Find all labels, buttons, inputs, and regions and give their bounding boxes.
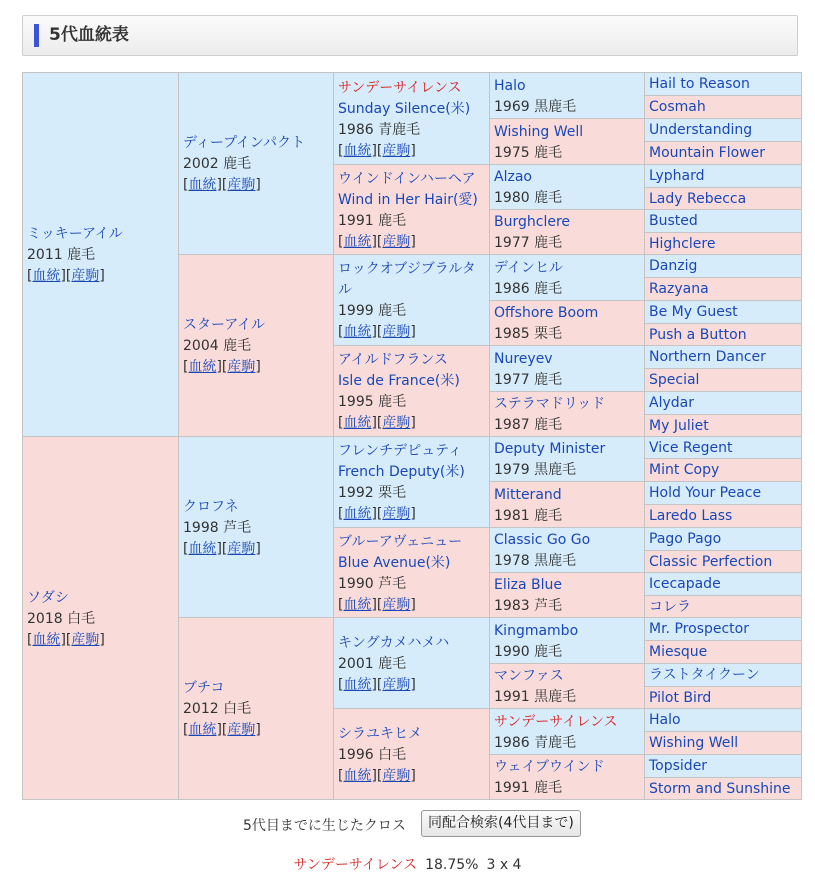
stallion-link[interactable]: 産駒 <box>71 631 100 648</box>
horse-links: [血統][産駒] <box>338 142 416 159</box>
horse-links: [血統][産駒] <box>27 631 105 648</box>
horse-birth-info: 1983 芦毛 <box>494 598 563 614</box>
pedigree-link[interactable]: 血統 <box>343 233 372 250</box>
pedigree-link[interactable]: 血統 <box>188 177 217 193</box>
horse-name[interactable]: Eliza Blue <box>494 577 562 593</box>
horse-cell <box>490 482 645 528</box>
horse-cell <box>179 437 334 618</box>
horse-name[interactable]: Alzao <box>494 169 532 185</box>
horse-birth-info: 1998 芦毛 <box>183 519 252 536</box>
stallion-link[interactable]: 産駒 <box>382 324 411 340</box>
horse-birth-info: 1995 鹿毛 <box>338 394 407 410</box>
horse-name[interactable]: サンデーサイレンス <box>338 79 462 96</box>
horse-name[interactable]: Pago Pago <box>649 531 722 547</box>
horse-birth-info: 2018 白毛 <box>27 610 96 627</box>
pedigree-link[interactable]: 血統 <box>343 767 372 784</box>
stallion-link[interactable]: 産駒 <box>227 540 256 557</box>
horse-name[interactable]: Razyana <box>649 281 709 297</box>
horse-name[interactable]: Vice Regent <box>649 439 733 456</box>
horse-birth-info: 1987 鹿毛 <box>494 417 563 433</box>
horse-name[interactable]: ロックオブジブラルタル <box>338 261 476 298</box>
horse-cell <box>645 596 802 618</box>
horse-cell <box>645 755 802 778</box>
stallion-link[interactable]: 産駒 <box>382 596 411 613</box>
horse-links: [血統][産駒] <box>27 268 105 284</box>
horse-links: [血統][産駒] <box>183 722 261 738</box>
horse-cell <box>23 73 179 437</box>
horse-name[interactable]: Icecapade <box>649 576 721 592</box>
horse-name[interactable]: Miesque <box>649 644 708 660</box>
pedigree-link[interactable]: 血統 <box>343 415 372 431</box>
horse-name[interactable]: Halo <box>494 77 526 94</box>
cross-horse-name[interactable]: サンデーサイレンス <box>293 857 418 873</box>
horse-birth-info: 1990 鹿毛 <box>494 643 563 660</box>
horse-cell <box>645 392 802 415</box>
horse-name[interactable]: Laredo Lass <box>649 508 733 524</box>
stallion-link[interactable]: 産駒 <box>227 177 256 193</box>
horse-birth-info: 1986 鹿毛 <box>494 280 563 297</box>
cross-percent: 18.75% <box>425 857 479 873</box>
horse-links: [血統][産駒] <box>338 415 416 431</box>
cross-item <box>0 854 815 874</box>
horse-cell <box>334 73 490 165</box>
horse-name[interactable]: コレラ <box>649 598 691 615</box>
horse-cell <box>645 459 802 482</box>
horse-links: [血統][産駒] <box>338 676 416 693</box>
horse-name[interactable]: Be My Guest <box>649 304 738 320</box>
pedigree-link[interactable]: 血統 <box>188 722 217 738</box>
horse-name[interactable]: Pilot Bird <box>649 689 712 706</box>
horse-english-name[interactable]: Blue Avenue(米) <box>338 554 451 571</box>
horse-cell <box>490 618 645 664</box>
horse-links: [血統][産駒] <box>338 324 416 340</box>
horse-links: [血統][産駒] <box>338 233 416 250</box>
horse-birth-info: 1977 鹿毛 <box>494 371 563 388</box>
horse-name[interactable]: ウェイブウインド <box>494 759 605 775</box>
horse-name[interactable]: My Juliet <box>649 417 709 434</box>
horse-name[interactable]: デインヒル <box>494 259 564 276</box>
horse-name[interactable]: マンファス <box>494 668 564 684</box>
pedigree-table <box>22 72 802 800</box>
horse-cell <box>490 709 645 755</box>
horse-cell <box>645 528 802 551</box>
page-title: 5代血統表 <box>49 25 129 45</box>
horse-name[interactable]: キングカメハメハ <box>338 634 450 651</box>
horse-birth-info: 1990 芦毛 <box>338 575 407 592</box>
stallion-link[interactable]: 産駒 <box>382 142 411 159</box>
horse-cell <box>334 255 490 346</box>
horse-name[interactable]: Wishing Well <box>494 123 584 140</box>
stallion-link[interactable]: 産駒 <box>382 506 411 522</box>
horse-cell <box>179 618 334 800</box>
horse-cell <box>490 255 645 301</box>
horse-name[interactable]: Mint Copy <box>649 462 720 478</box>
horse-cell <box>645 165 802 188</box>
horse-cell <box>645 119 802 142</box>
horse-name[interactable]: Busted <box>649 213 698 229</box>
horse-cell <box>334 437 490 528</box>
horse-name[interactable]: Classic Perfection <box>649 553 773 570</box>
horse-cell <box>490 392 645 437</box>
horse-cell <box>645 301 802 324</box>
horse-name[interactable]: Burghclere <box>494 214 571 230</box>
horse-cell <box>645 142 802 165</box>
horse-birth-info: 1969 黒鹿毛 <box>494 98 577 115</box>
horse-links: [血統][産駒] <box>183 540 261 557</box>
horse-name[interactable]: ブチコ <box>183 680 225 696</box>
horse-cell <box>179 255 334 437</box>
horse-name[interactable]: Northern Dancer <box>649 349 766 365</box>
horse-birth-info: 1991 鹿毛 <box>494 780 563 796</box>
horse-cell <box>23 437 179 800</box>
horse-cell <box>645 618 802 641</box>
horse-cell <box>645 732 802 755</box>
horse-links: [血統][産駒] <box>338 767 416 784</box>
horse-name[interactable]: Deputy Minister <box>494 441 606 457</box>
horse-english-name[interactable]: Sunday Silence(米) <box>338 100 471 117</box>
horse-name[interactable]: Highclere <box>649 235 716 252</box>
horse-name[interactable]: Offshore Boom <box>494 305 599 321</box>
horse-name[interactable]: ブルーアヴェニュー <box>338 533 463 550</box>
horse-name[interactable]: Mitterand <box>494 486 562 503</box>
horse-cell <box>645 233 802 255</box>
horse-name[interactable]: Understanding <box>649 122 753 138</box>
horse-links: [血統][産駒] <box>338 596 416 613</box>
horse-links: [血統][産駒] <box>338 506 416 522</box>
horse-name[interactable]: Topsider <box>649 758 708 774</box>
horse-cell <box>179 73 334 255</box>
horse-birth-info: 1986 青鹿毛 <box>494 734 577 751</box>
horse-cell <box>645 573 802 596</box>
horse-english-name[interactable]: French Deputy(米) <box>338 464 465 480</box>
horse-birth-info: 2011 鹿毛 <box>27 247 96 263</box>
horse-cell <box>490 346 645 392</box>
horse-links: [血統][産駒] <box>183 177 261 193</box>
horse-cell <box>645 369 802 392</box>
horse-cell <box>490 664 645 709</box>
horse-cell <box>645 482 802 505</box>
horse-cell <box>645 324 802 346</box>
pedigree-link[interactable]: 血統 <box>343 506 372 522</box>
horse-cell <box>334 346 490 437</box>
horse-name[interactable]: ミッキーアイル <box>27 226 123 242</box>
stallion-link[interactable]: 産駒 <box>382 233 411 250</box>
horse-birth-info: 2002 鹿毛 <box>183 156 252 172</box>
horse-cell <box>645 687 802 709</box>
stallion-link[interactable]: 産駒 <box>382 767 411 784</box>
cross-label: 5代目までに生じたクロス <box>243 818 406 834</box>
horse-cell <box>645 73 802 96</box>
horse-birth-info: 1991 黒鹿毛 <box>494 689 577 705</box>
horse-cell <box>490 528 645 573</box>
horse-birth-info: 2012 白毛 <box>183 701 252 717</box>
horse-name[interactable]: ソダシ <box>27 589 69 606</box>
stallion-link[interactable]: 産駒 <box>227 359 256 375</box>
horse-name[interactable]: サンデーサイレンス <box>494 713 618 730</box>
horse-cell <box>490 573 645 618</box>
horse-name[interactable]: Danzig <box>649 258 698 274</box>
horse-cell <box>645 278 802 301</box>
pedigree-link[interactable]: 血統 <box>32 268 61 284</box>
pedigree-link[interactable]: 血統 <box>188 359 217 375</box>
horse-name[interactable]: ステラマドリッド <box>494 396 606 412</box>
horse-birth-info: 1991 鹿毛 <box>338 212 407 229</box>
horse-name[interactable]: ディープインパクト <box>183 135 305 151</box>
horse-cell <box>334 618 490 709</box>
stallion-link[interactable]: 産駒 <box>227 722 256 738</box>
stallion-link[interactable]: 産駒 <box>382 676 411 693</box>
horse-birth-info: 1977 鹿毛 <box>494 235 563 251</box>
pedigree-link[interactable]: 血統 <box>343 596 372 613</box>
horse-cell <box>645 505 802 528</box>
horse-name[interactable]: Kingmambo <box>494 622 579 639</box>
horse-birth-info: 1999 鹿毛 <box>338 303 407 319</box>
horse-name[interactable]: Special <box>649 372 700 388</box>
horse-cell <box>334 165 490 255</box>
pedigree-link[interactable]: 血統 <box>343 324 372 340</box>
horse-name[interactable]: Lady Rebecca <box>649 190 747 207</box>
horse-cell <box>334 709 490 800</box>
horse-birth-info: 1978 黒鹿毛 <box>494 553 577 569</box>
horse-name[interactable]: シラユキヒメ <box>338 725 422 742</box>
horse-cell <box>490 73 645 119</box>
horse-name[interactable]: Mountain Flower <box>649 145 765 161</box>
horse-cell <box>645 415 802 437</box>
stallion-link[interactable]: 産駒 <box>382 415 411 431</box>
horse-name[interactable]: Classic Go Go <box>494 532 591 548</box>
horse-name[interactable]: Storm and Sunshine <box>649 780 791 797</box>
pedigree-link[interactable]: 血統 <box>32 631 61 648</box>
horse-birth-info: 1980 鹿毛 <box>494 190 563 206</box>
horse-birth-info: 2004 鹿毛 <box>183 338 252 354</box>
horse-name[interactable]: Alydar <box>649 395 694 411</box>
pedigree-link[interactable]: 血統 <box>188 540 217 557</box>
horse-name[interactable]: Hold Your Peace <box>649 485 762 501</box>
pedigree-row <box>23 73 802 96</box>
horse-birth-info: 1981 鹿毛 <box>494 507 563 524</box>
pedigree-heading <box>22 15 798 56</box>
horse-name[interactable]: Halo <box>649 712 681 728</box>
horse-cell <box>645 664 802 687</box>
pedigree-link[interactable]: 血統 <box>343 142 372 159</box>
horse-name[interactable]: Lyphard <box>649 168 705 184</box>
horse-name[interactable]: ウインドインハーヘア <box>338 170 476 187</box>
horse-english-name[interactable]: Wind in Her Hair(愛) <box>338 191 478 208</box>
horse-cell <box>645 437 802 459</box>
pedigree-row <box>23 437 802 459</box>
heading-accent-bar <box>34 24 39 47</box>
horse-name[interactable]: クロフネ <box>183 498 239 515</box>
horse-name[interactable]: Wishing Well <box>649 735 739 751</box>
horse-birth-info: 1985 栗毛 <box>494 326 563 342</box>
horse-birth-info: 1996 白毛 <box>338 746 407 763</box>
horse-name[interactable]: Push a Button <box>649 326 747 343</box>
similar-mating-search-button[interactable]: 同配合検索(4代目まで) <box>421 810 581 837</box>
horse-name[interactable]: ラストタイクーン <box>649 667 760 683</box>
stallion-link[interactable]: 産駒 <box>71 268 100 284</box>
horse-cell <box>490 437 645 482</box>
horse-cell <box>490 119 645 165</box>
horse-links: [血統][産駒] <box>183 359 261 375</box>
horse-cell <box>334 528 490 618</box>
horse-cell <box>645 709 802 732</box>
horse-name[interactable]: フレンチデピュティ <box>338 443 462 459</box>
horse-cell <box>645 255 802 278</box>
horse-name[interactable]: アイルドフランス <box>338 352 448 368</box>
horse-cell <box>645 778 802 800</box>
horse-cell <box>645 96 802 119</box>
horse-name[interactable]: Hail to Reason <box>649 76 750 92</box>
horse-cell <box>645 346 802 369</box>
horse-cell <box>490 165 645 210</box>
horse-birth-info: 1979 黒鹿毛 <box>494 462 577 478</box>
horse-cell <box>645 641 802 664</box>
horse-birth-info: 1975 鹿毛 <box>494 144 563 161</box>
horse-birth-info: 2001 鹿毛 <box>338 655 407 672</box>
horse-cell <box>645 210 802 233</box>
horse-english-name[interactable]: Isle de France(米) <box>338 373 460 389</box>
cross-generations: 3 x 4 <box>486 857 522 873</box>
horse-cell <box>490 301 645 346</box>
horse-birth-info: 1986 青鹿毛 <box>338 121 421 138</box>
horse-birth-info: 1992 栗毛 <box>338 485 407 501</box>
horse-cell <box>490 210 645 255</box>
horse-cell <box>645 188 802 210</box>
horse-cell <box>645 551 802 573</box>
horse-name[interactable]: スターアイル <box>183 317 266 333</box>
horse-name[interactable]: Mr. Prospector <box>649 621 749 637</box>
horse-name[interactable]: Nureyev <box>494 350 553 367</box>
horse-name[interactable]: Cosmah <box>649 99 706 115</box>
horse-cell <box>490 755 645 800</box>
pedigree-link[interactable]: 血統 <box>343 676 372 693</box>
